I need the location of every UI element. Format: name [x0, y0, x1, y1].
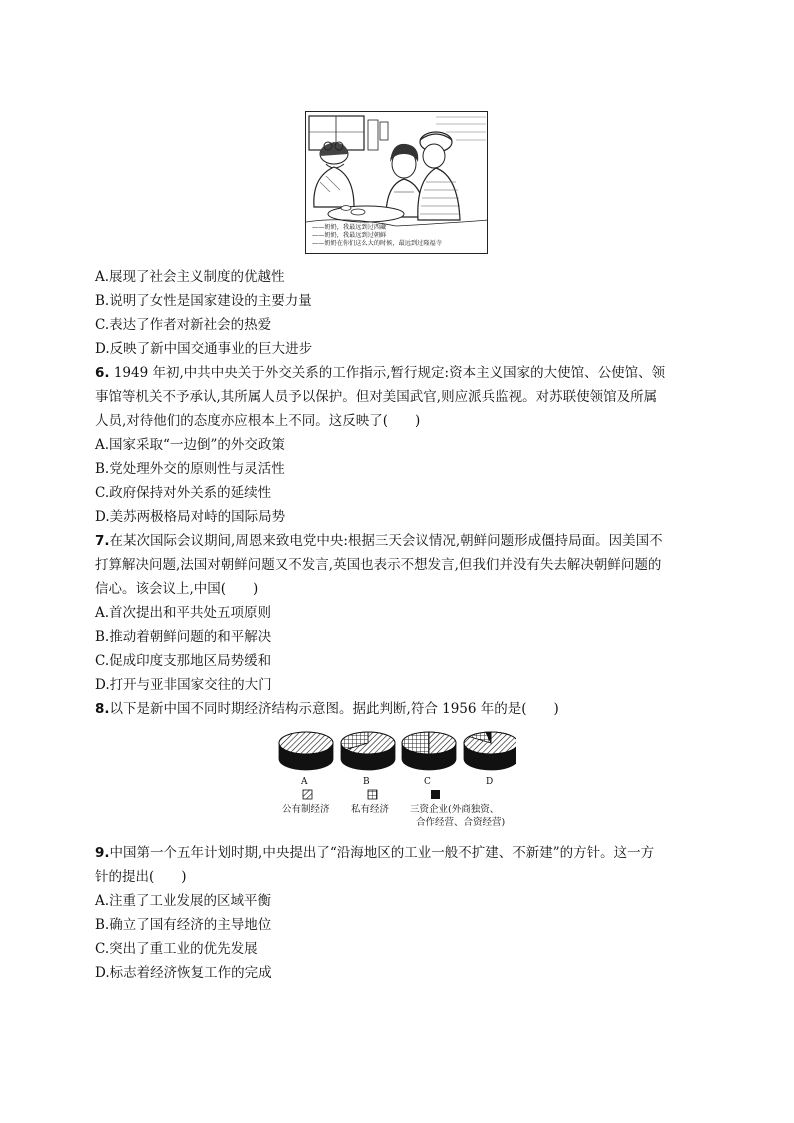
q8-stem-line-1 [95, 700, 559, 718]
q9-stem-line-2: 针的提出( ) [95, 869, 187, 885]
legend-private-swatch [368, 790, 377, 799]
legend-private-label: 私有经济 [351, 804, 390, 815]
q6-number: 6. [95, 365, 110, 381]
legend-public-label: 公有制经济 [282, 804, 330, 815]
q7-number: 7. [95, 533, 110, 549]
q6-stem-line-3: 人员,对待他们的态度亦应根本上不同。这反映了( ) [95, 413, 421, 429]
q7-stem-line-1 [95, 532, 663, 550]
q5-option-a: A.展现了社会主义制度的优越性 [95, 269, 285, 285]
q6-option-d: D.美苏两极格局对峙的国际局势 [95, 509, 286, 525]
pie-c [402, 732, 456, 770]
q7-option-a: A.首次提出和平共处五项原则 [95, 605, 272, 621]
q7-text-1: 在某次国际会议期间,周恩来致电党中央:根据三天会议情况,朝鲜问题形成僵持局面。因美国不 [109, 533, 663, 549]
q7-option-b: B.推动着朝鲜问题的和平解决 [95, 629, 272, 645]
q5-option-c: C.表达了作者对新社会的热爱 [95, 317, 272, 333]
legend-public-swatch [303, 790, 312, 799]
pie-label-a: A [301, 777, 308, 787]
q9-stem-line-1 [95, 844, 654, 862]
pie-d [464, 732, 516, 770]
pie-label-c: C [424, 777, 431, 787]
pie-a [279, 732, 333, 770]
q6-stem-line-2: 事馆等机关不予承认,其所属人员予以保护。但对美国武官,则应派兵监视。对苏联使领馆及所属 [95, 389, 658, 405]
q6-text-1: 1949 年初,中共中央关于外交关系的工作指示,暂行规定:资本主义国家的大使馆、公使馆、领 [109, 365, 666, 381]
q7-stem-line-2: 打算解决问题,法国对朝鲜问题又不发言,英国也表示不想发言,但我们并没有失去解决朝鲜问题的 [95, 557, 662, 573]
cartoon-caption-1: ——奶奶，我最远到过西藏 [312, 224, 387, 231]
q5-option-b: B.说明了女性是国家建设的主要力量 [95, 293, 312, 309]
legend-foreign-swatch [431, 790, 440, 799]
q8-text-1: 以下是新中国不同时期经济结构示意图。据此判断,符合 1956 年的是( ) [109, 701, 559, 717]
q7-option-c: C.促成印度支那地区局势缓和 [95, 653, 272, 669]
legend-foreign-label-1: 三资企业(外商独资、 [410, 804, 500, 815]
cartoon-caption-2: ——奶奶，我最远到过朝鲜 [312, 232, 387, 239]
q9-number: 9. [95, 845, 110, 861]
q6-option-b: B.党处理外交的原则性与灵活性 [95, 461, 285, 477]
q6-option-c: C.政府保持对外关系的延续性 [95, 485, 272, 501]
legend-foreign-label-2: 合作经营、合资经营) [416, 817, 506, 828]
q9-option-b: B.确立了国有经济的主导地位 [95, 917, 272, 933]
pie-label-b: B [363, 777, 370, 787]
q5-option-d: D.反映了新中国交通事业的巨大进步 [95, 341, 313, 357]
pie-label-d: D [486, 777, 494, 787]
q7-stem-line-3: 信心。该会议上,中国( ) [95, 581, 259, 597]
q9-text-1: 中国第一个五年计划时期,中央提出了“沿海地区的工业一般不扩建、不新建”的方针。这一方 [109, 845, 655, 861]
economy-structure-chart [276, 727, 516, 837]
q9-option-d: D.标志着经济恢复工作的完成 [95, 965, 272, 981]
q9-option-c: C.突出了重工业的优先发展 [95, 941, 258, 957]
q6-stem-line-1 [95, 364, 665, 382]
q7-option-d: D.打开与亚非国家交往的大门 [95, 677, 272, 693]
cartoon-caption-3: ——奶奶在你们这么大的时候，最远到过隆福寺 [312, 240, 442, 247]
pie-b [341, 732, 395, 770]
q8-number: 8. [95, 701, 110, 717]
cartoon-figure [305, 111, 488, 254]
q9-option-a: A.注重了工业发展的区域平衡 [95, 893, 272, 909]
q6-option-a: A.国家采取“一边倒”的外交政策 [95, 437, 285, 453]
